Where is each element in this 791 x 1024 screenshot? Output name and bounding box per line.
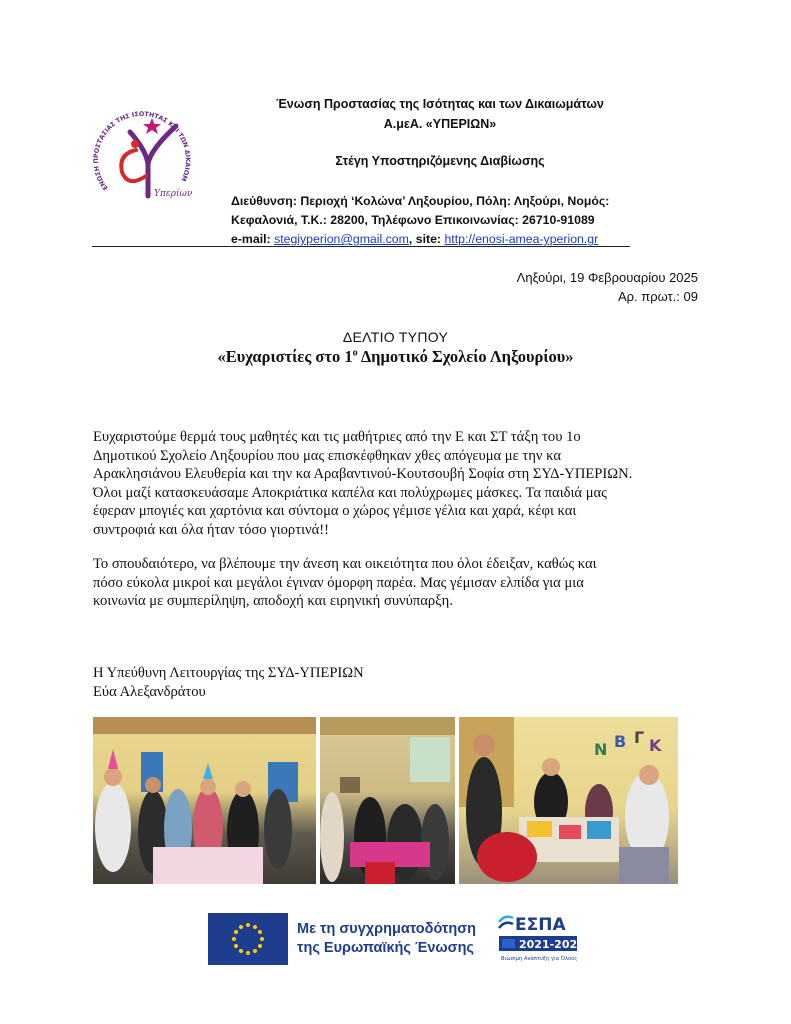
svg-text:Β: Β <box>614 732 627 751</box>
press-release-label: ΔΕΛΤΙΟ ΤΥΠΟΥ <box>342 329 449 345</box>
espa-logo <box>495 908 585 968</box>
document-date: Ληξούρι, 19 Φεβρουαρίου 2025 <box>516 270 698 285</box>
header-divider <box>92 246 630 247</box>
org-name-line1: Ένωση Προστασίας της Ισότητας και των Δικαιωμάτων <box>276 97 604 111</box>
press-release-title <box>0 347 791 367</box>
body-line: Όλοι μαζί κατασκευάσαμε Αποκριάτικα καπέλα και πολύχρωμες μάσκες. Τα παιδιά μας <box>93 484 607 501</box>
body-paragraph-2 <box>93 555 693 611</box>
protocol-number: Αρ. πρωτ.: 09 <box>617 289 698 304</box>
svg-text:Ν: Ν <box>594 740 608 759</box>
body-line: Ευχαριστούμε θερμά τους μαθητές και τις μαθήτριες από την Ε και ΣΤ τάξη του 1ο <box>93 429 581 445</box>
logo-script-text: Υπερίων <box>154 189 193 199</box>
organization-logo <box>88 92 196 204</box>
body-line: Δημοτικού Σχολείο Ληξουρίου που μας επισκέφθηκαν χθες απόγευμα με την κα <box>93 447 562 464</box>
address-block <box>231 192 651 249</box>
svg-text:Γ: Γ <box>634 728 645 747</box>
site-label: , site: <box>408 232 445 246</box>
email-link[interactable]: stegiyperion@gmail.com <box>274 232 409 246</box>
body-line: πόσο εύκολα μικροί και μεγάλοι έγιναν όμορφη παρέα. Μας γέμισαν ελπίδα για μια <box>93 574 584 591</box>
address-line-1: Διεύθυνση: Περιοχή ‘Κολώνα’ Ληξουρίου, Πόλη: Ληξούρι, Νομός: <box>231 194 610 208</box>
signature-name: Εύα Αλεξανδράτου <box>93 683 206 700</box>
title-suffix: Δημοτικό Σχολείο Ληξουρίου» <box>357 347 574 366</box>
event-photo-3 <box>459 717 678 884</box>
cofund-line-2: της Ευρωπαϊκής Ένωσης <box>297 940 474 956</box>
body-line: συντροφιά και όλα ήταν τόσο γιορτινά!! <box>93 521 329 538</box>
eu-flag <box>208 913 288 965</box>
org-name-line2: Α.μεΑ. «ΥΠΕΡΙΩΝ» <box>383 117 497 131</box>
espa-years: 2021-2027 <box>519 938 585 951</box>
eu-cofunding-text <box>297 920 476 958</box>
unit-name: Στέγη Υποστηριζόμενης Διαβίωσης <box>335 154 545 168</box>
eu-stars-icon <box>208 913 288 965</box>
body-line: Το σπουδαιότερο, να βλέπουμε την άνεση και οικειότητα που όλοι έδειξαν, καθώς και <box>93 556 597 572</box>
body-line: έφεραν μπογιές και χαρτόνια και σύντομα ο χώρος γέμισε γέλια και χαρά, κέφι και <box>93 503 577 519</box>
address-line-2: Κεφαλονιά, Τ.Κ.: 28200, Τηλέφωνο Επικοινωνίας: 26710-91089 <box>231 213 595 227</box>
espa-caption: Βιώσιμη Ανάπτυξη για Όλους <box>501 956 578 962</box>
espa-title: ΕΣΠΑ <box>515 915 566 935</box>
title-superscript: ο <box>352 347 358 359</box>
event-photo-2 <box>320 717 455 884</box>
title-prefix: «Ευχαριστίες στο 1 <box>217 347 353 366</box>
signature-block <box>93 664 693 701</box>
signature-role: Η Υπεύθυνη Λειτουργίας της ΣΥΔ-ΥΠΕΡΙΩΝ <box>93 665 364 681</box>
logo-ring-text: ΕΝΩΣΗ ΠΡΟΣΤΑΣΙΑΣ ΤΗΣ ΙΣΟΤΗΤΑΣ ΚΑΙ ΤΩΝ ΔΙΚΑΙΩΜ <box>92 110 191 192</box>
body-line: Αρακλησιάνου Ελευθερία και την κα Αραβαντινού-Κουτσουβή Σοφία στη ΣΥΔ-ΥΠΕΡΙΩΝ. <box>93 466 633 482</box>
svg-text:Κ: Κ <box>649 736 662 755</box>
cofund-line-1: Με τη συγχρηματοδότηση <box>297 921 477 937</box>
body-paragraph-1 <box>93 428 693 539</box>
email-label: e-mail: <box>231 232 275 246</box>
event-photo-1 <box>93 717 316 884</box>
site-link[interactable]: http://enosi-amea-yperion.gr <box>444 232 599 246</box>
body-line: κοινωνία με συμπερίληψη, αποδοχή και ειρηνική συνύπαρξη. <box>93 593 453 609</box>
